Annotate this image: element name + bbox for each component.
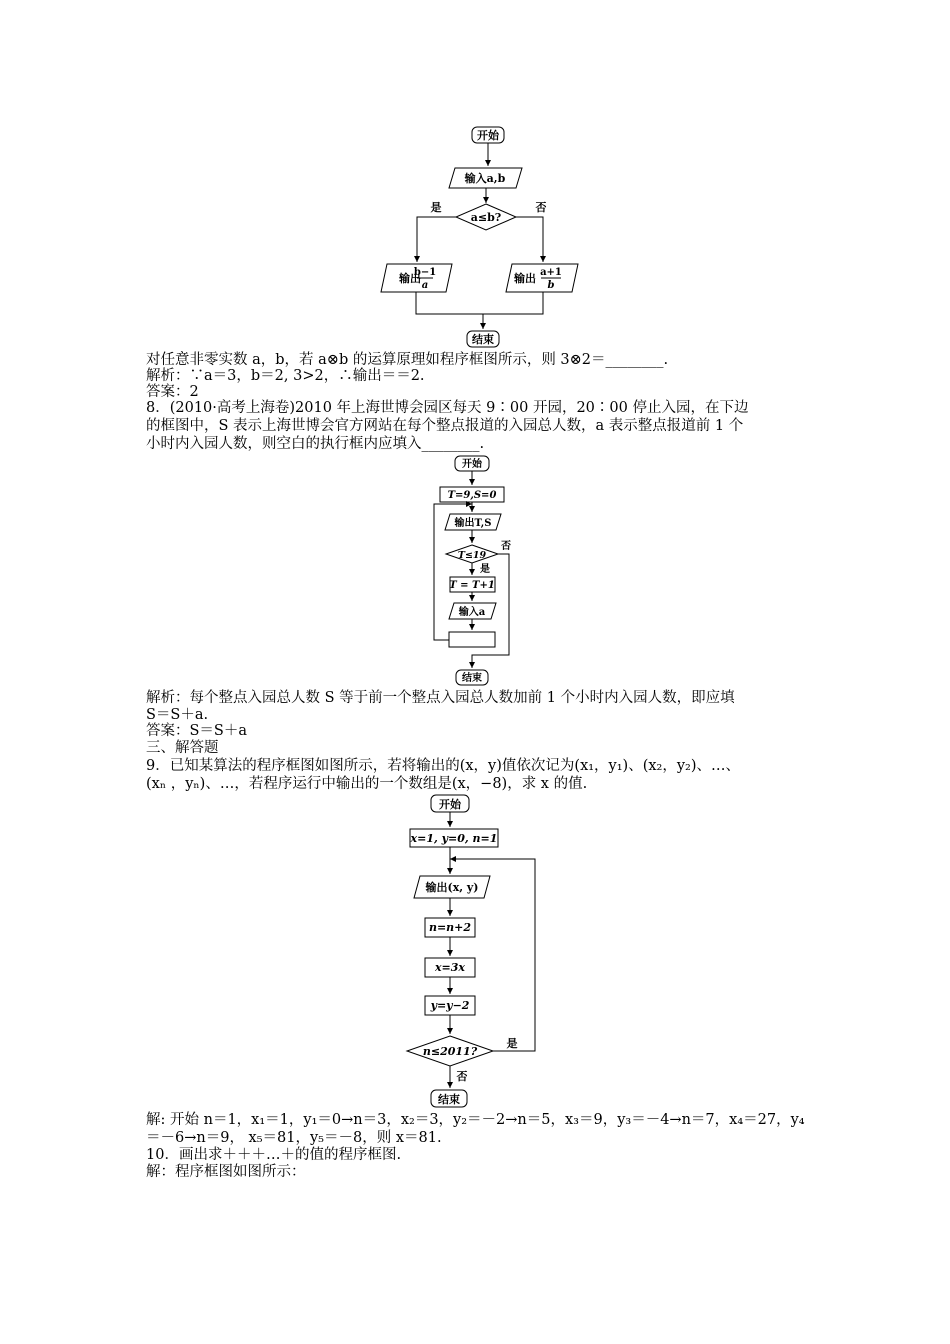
- flow1-out-left-den: a: [421, 280, 429, 291]
- section-heading: 三、解答题: [146, 740, 219, 756]
- flow1-out-right-den: b: [547, 280, 555, 291]
- q9-line1: 9．已知某算法的程序框图如图所示，若将输出的(x，y)值依次记为(x₁，y₁)、(x₂，y₂)、…、: [146, 758, 741, 774]
- flow1-input-label: 输入a,b: [464, 172, 506, 185]
- q8-answer: 答案：S＝S＋a: [146, 723, 248, 739]
- flow2-end-label: 结束: [462, 673, 482, 684]
- flow1-start-label: 开始: [477, 129, 499, 142]
- q8-line1: 8．(2010·高考上海卷)2010 年上海世博会园区每天 9∶00 开园，20∶00 停止入园，在下边: [146, 400, 749, 416]
- q7-answer: 答案：2: [146, 384, 199, 400]
- flow3-step3-label: y=y−2: [430, 999, 470, 1012]
- flow1-decision-label: a≤b?: [470, 211, 502, 224]
- q10-solution: 解：程序框图如图所示：: [146, 1164, 306, 1180]
- flow3-no-label: 否: [456, 1070, 468, 1083]
- flow3-step2-label: x=3x: [435, 961, 465, 974]
- flow1-end-label: 结束: [472, 333, 494, 346]
- q8-analysis-2: S＝S＋a.: [146, 707, 209, 723]
- q9-solution-2: ＝－6→n＝9， x₅＝81，y₅＝－8，则 x＝81.: [146, 1130, 442, 1146]
- q8-analysis-1: 解析：每个整点入园总人数 S 等于前一个整点入园总人数加前 1 个小时内入园人数，即应填: [146, 690, 735, 706]
- q8-line2: 的框图中，S 表示上海世博会官方网站在每个整点报道的入园总人数，a 表示整点报道前 1 个: [146, 418, 744, 434]
- flow2-no-label: 否: [501, 541, 511, 552]
- flow3-decision-label: n≤2011?: [422, 1045, 478, 1058]
- flow3-end-label: 结束: [438, 1093, 460, 1106]
- flow2-init-label: T=9,S=0: [447, 490, 497, 501]
- flow3-yes-label: 是: [506, 1037, 518, 1050]
- flow3-start-label: 开始: [439, 798, 461, 811]
- flow2-blank-box: [449, 632, 495, 647]
- flow1-out-right-prefix: 输出: [514, 272, 536, 285]
- flow1-out-right-num: a+1: [540, 267, 562, 278]
- q7-analysis: 解析：∵a＝3，b＝2, 3>2，∴输出＝＝2.: [146, 368, 425, 384]
- flow1-out-left-prefix: 输出: [399, 272, 421, 285]
- flow1-no-label: 否: [535, 201, 547, 214]
- q9-line2: (xₙ ，yₙ)、…，若程序运行中输出的一个数组是(x，−8)，求 x 的值.: [146, 776, 588, 792]
- flow2-output-label: 输出T,S: [454, 518, 492, 529]
- flow1-out-left-num: b−1: [413, 267, 437, 278]
- flow1-yes-label: 是: [430, 201, 442, 214]
- flow3-step1-label: n=n+2: [428, 921, 472, 934]
- flow2-step-label: T = T+1: [449, 580, 495, 591]
- q7-question: 对任意非零实数 a，b，若 a⊗b 的运算原理如程序框图所示，则 3⊗2＝________.: [146, 352, 669, 368]
- flow2-decision-label: T≤19: [457, 550, 487, 561]
- flow2-yes-label: 是: [480, 564, 490, 575]
- flow2-start-label: 开始: [462, 459, 482, 470]
- flow2-input-label: 输入a: [458, 607, 486, 618]
- q9-solution-1: 解: 开始 n＝1，x₁＝1，y₁＝0→n＝3，x₂＝3，y₂＝－2→n＝5，x₃＝9，y₃＝－4→n＝7，x₄＝27，y₄: [146, 1112, 805, 1128]
- flow3-output-label: 输出(x, y): [425, 881, 479, 894]
- q8-line3: 小时内入园人数，则空白的执行框内应填入________.: [146, 436, 485, 452]
- q10-question: 10．画出求＋＋＋…＋的值的程序框图.: [146, 1147, 402, 1163]
- flow3-init-label: x=1, y=0, n=1: [410, 832, 498, 845]
